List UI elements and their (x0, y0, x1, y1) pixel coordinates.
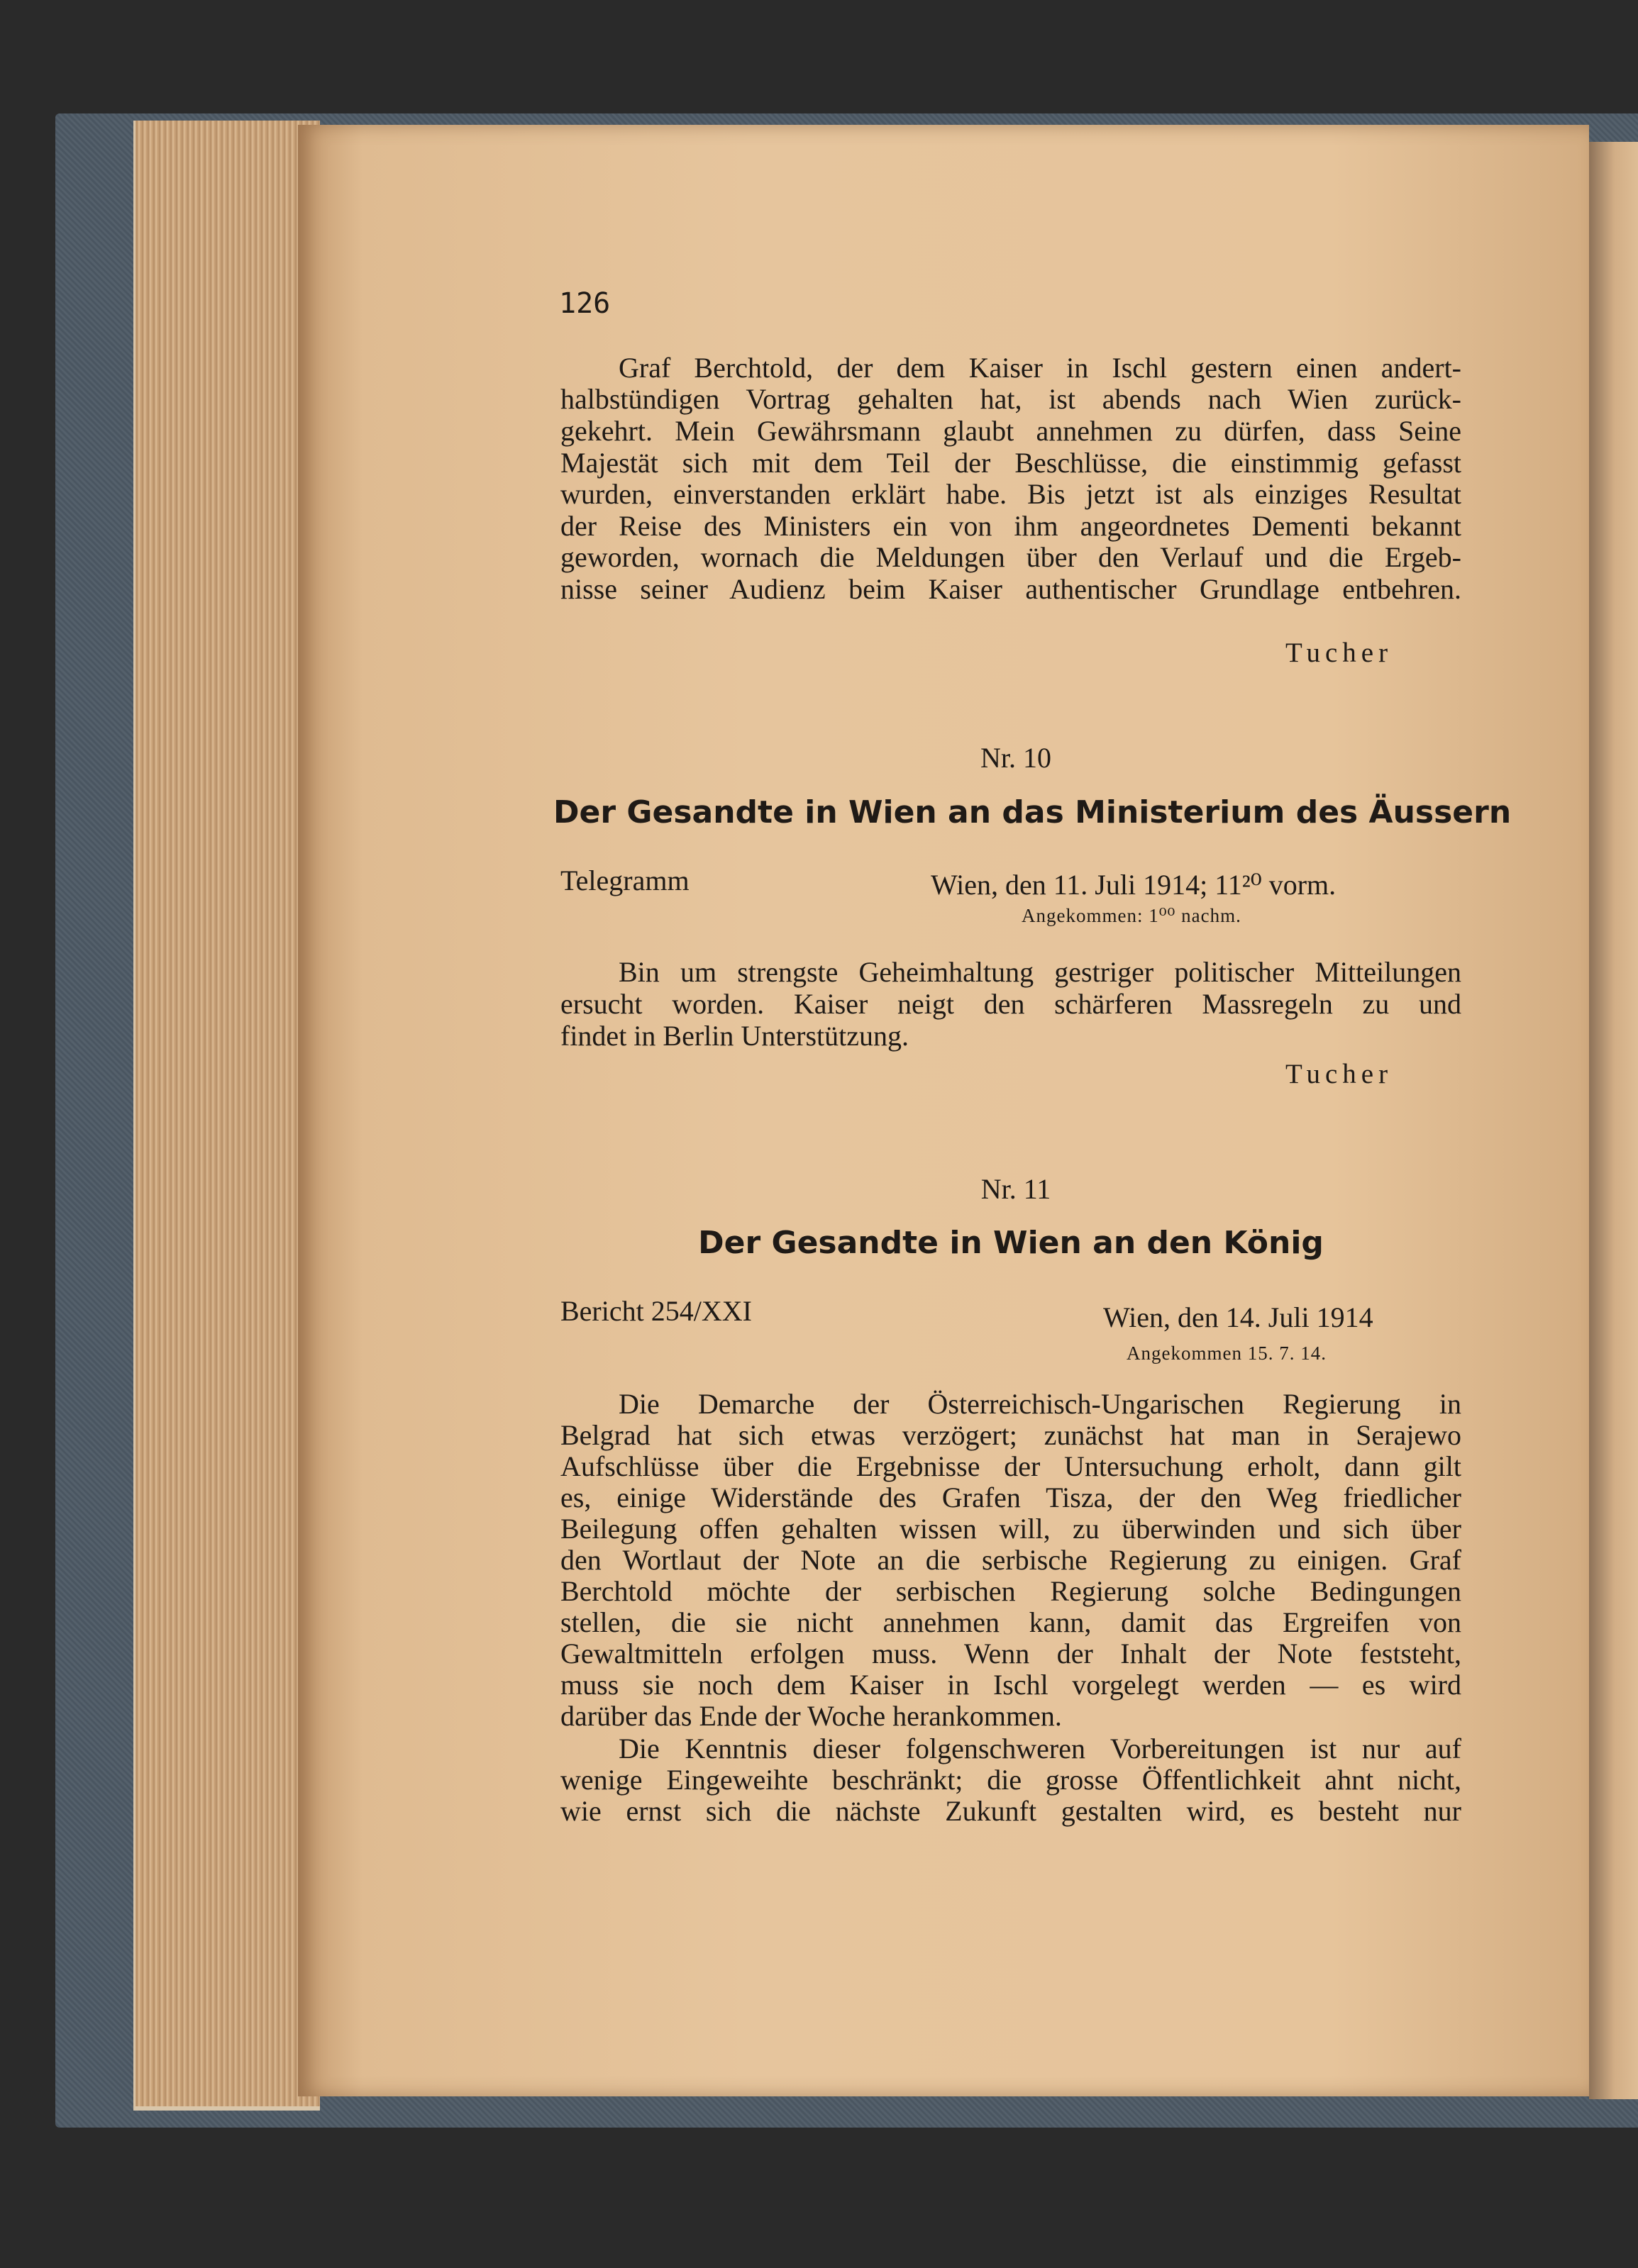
signature: Tucher (1285, 638, 1393, 668)
signature: Tucher (1285, 1059, 1393, 1089)
text-line: muss sie noch dem Kaiser in Ischl vorgelegt werden — es wird (560, 1669, 1461, 1701)
text-line: darüber das Ende der Woche herankommen. (560, 1700, 1062, 1732)
received-note: Angekommen 15. 7. 14. (1127, 1343, 1327, 1364)
document-type: Bericht 254/XXI (560, 1295, 752, 1327)
text-line: gekehrt. Mein Gewährsmann glaubt annehmen zu dürfen, dass Seine (560, 415, 1461, 447)
document-number: Nr. 10 (980, 742, 1051, 774)
document-title: Der Gesandte in Wien an den König (698, 1225, 1324, 1261)
document-type: Telegramm (560, 865, 690, 896)
text-line: der Reise des Ministers ein von ihm angeordnetes Dementi bekannt (560, 510, 1461, 542)
text-line: Bin um strengste Geheimhaltung gestriger politischer Mitteilungen (619, 956, 1461, 988)
page-number: 126 (559, 287, 611, 320)
place-date: Wien, den 14. Juli 1914 (1103, 1301, 1373, 1333)
text-line: Berchtold möchte der serbischen Regierung solche Bedingungen (560, 1575, 1461, 1607)
text-line: Graf Berchtold, der dem Kaiser in Ischl gestern einen andert- (619, 352, 1461, 384)
text-line: findet in Berlin Unterstützung. (560, 1020, 909, 1052)
text-line: Belgrad hat sich etwas verzögert; zunächst hat man in Serajewo (560, 1419, 1461, 1451)
text-line: wurden, einverstanden erklärt habe. Bis jetzt ist als einziges Resultat (560, 478, 1461, 510)
text-line: halbstündigen Vortrag gehalten hat, ist abends nach Wien zurück- (560, 383, 1461, 415)
text-line: stellen, die sie nicht annehmen kann, damit das Ergreifen von (560, 1606, 1461, 1638)
text-line: wie ernst sich die nächste Zukunft gestalten wird, es besteht nur (560, 1795, 1461, 1827)
page-edges (133, 121, 320, 2111)
received-note: Angekommen: 1⁰⁰ nachm. (1022, 905, 1241, 926)
text-line: geworden, wornach die Meldungen über den Verlauf und die Ergeb- (560, 541, 1461, 573)
text-line: Majestät sich mit dem Teil der Beschlüsse, die einstimmig gefasst (560, 447, 1461, 479)
text-line: Die Kenntnis dieser folgenschweren Vorbereitungen ist nur auf (619, 1733, 1461, 1764)
text-line: Aufschlüsse über die Ergebnisse der Untersuchung erholt, dann gilt (560, 1450, 1461, 1482)
text-line: Gewaltmitteln erfolgen muss. Wenn der Inhalt der Note feststeht, (560, 1638, 1461, 1669)
text-line: nisse seiner Audienz beim Kaiser authentischer Grundlage entbehren. (560, 573, 1461, 605)
document-title: Der Gesandte in Wien an das Ministerium des Äussern (553, 794, 1512, 830)
text-line: Beilegung offen gehalten wissen will, zu überwinden und sich über (560, 1513, 1461, 1545)
text-line: es, einige Widerstände des Grafen Tisza, der den Weg friedlicher (560, 1482, 1461, 1513)
text-line: wenige Eingeweihte beschränkt; die grosse Öffentlichkeit ahnt nicht, (560, 1764, 1461, 1796)
document-number: Nr. 11 (980, 1173, 1051, 1205)
text-line: den Wortlaut der Note an die serbische Regierung zu einigen. Graf (560, 1544, 1461, 1576)
place-date: Wien, den 11. Juli 1914; 11²⁰ vorm. (931, 869, 1337, 901)
text-line: Die Demarche der Österreichisch-Ungarischen Regierung in (619, 1388, 1461, 1420)
facing-page-edge (1589, 142, 1638, 2099)
text-line: ersucht worden. Kaiser neigt den schärferen Massregeln zu und (560, 988, 1461, 1020)
